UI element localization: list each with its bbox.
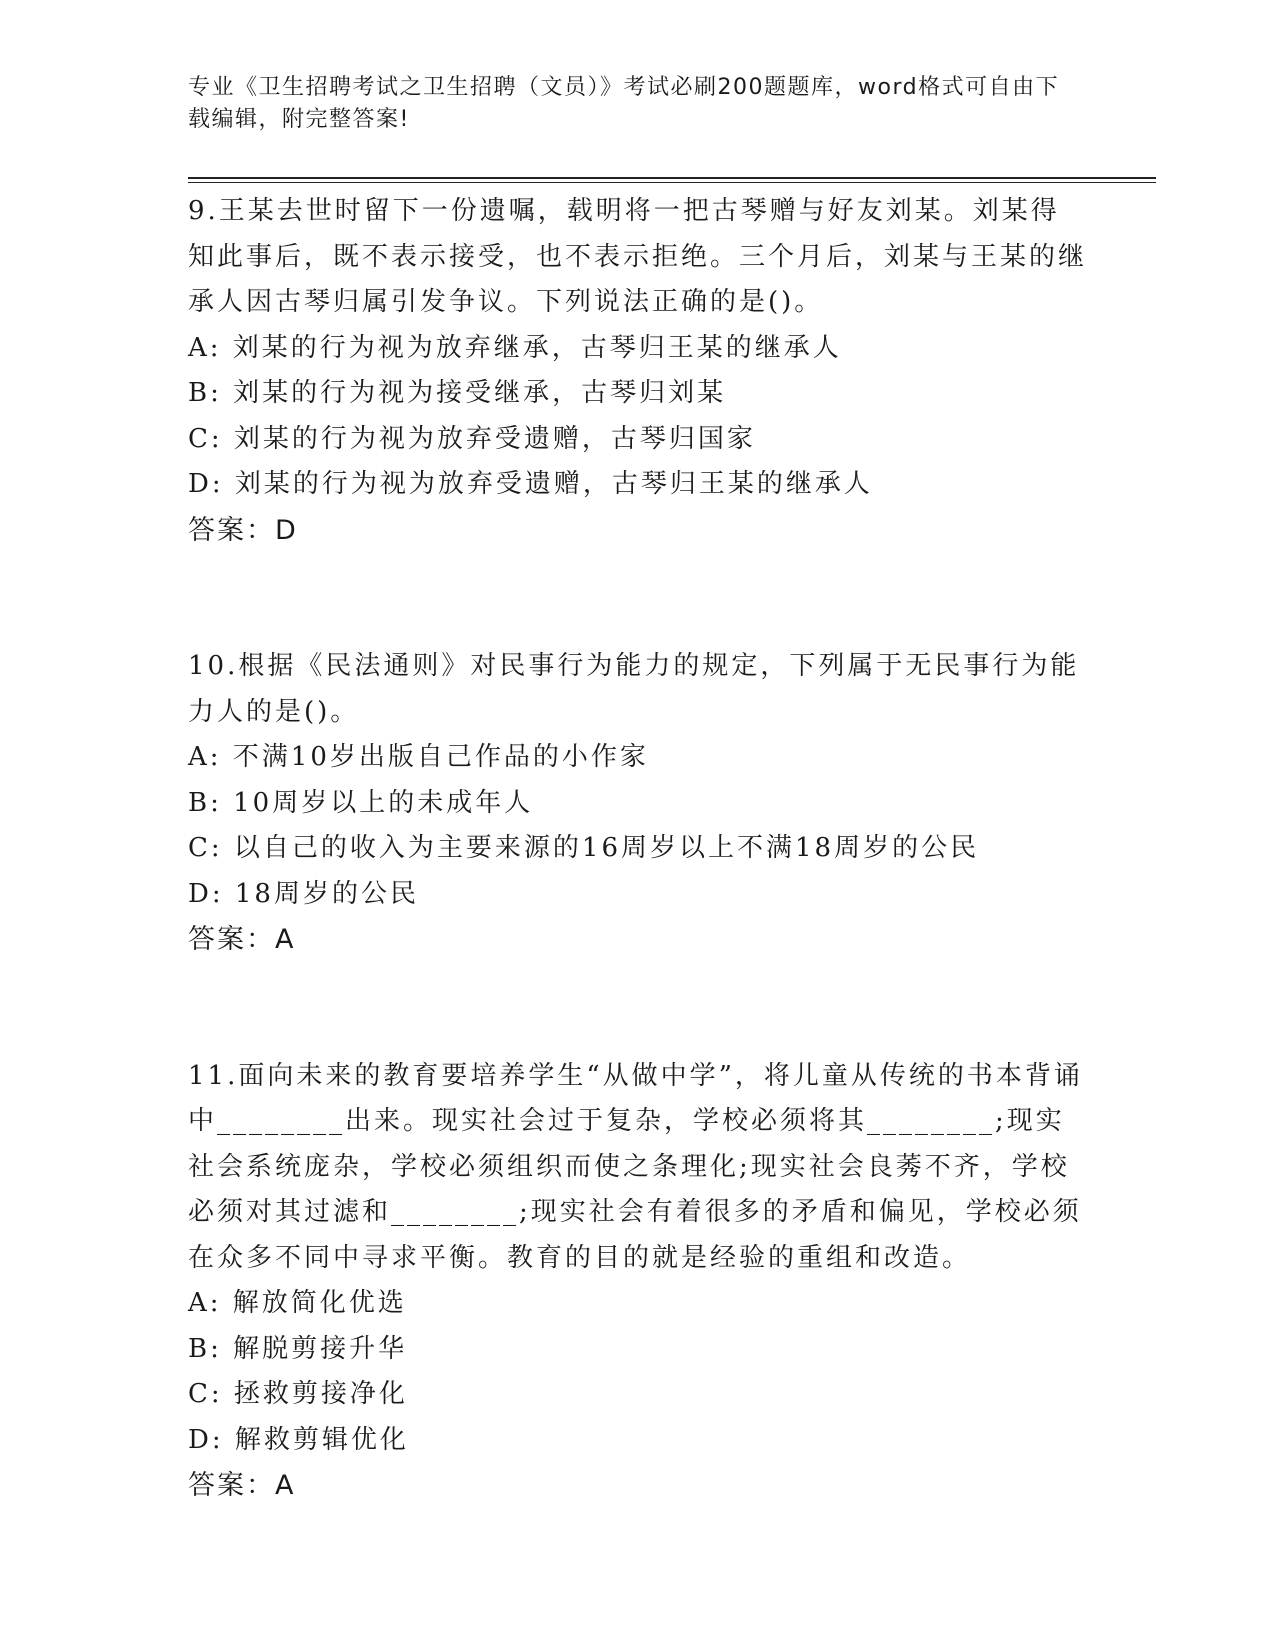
question-11 bbox=[188, 1054, 1088, 1509]
option-c: C: 以自己的收入为主要来源的16周岁以上不满18周岁的公民 bbox=[188, 833, 980, 863]
question-stem: 9.王某去世时留下一份遗嘱，载明将一把古琴赠与好友刘某。刘某得知此事后，既不表示接受，也不表示拒绝。三个月后，刘某与王某的继承人因古琴归属引发争议。下列说法正确的是()。 bbox=[188, 196, 1088, 317]
question-spacer bbox=[188, 553, 1088, 644]
question-spacer bbox=[188, 963, 1088, 1054]
question-list bbox=[188, 189, 1088, 1509]
option-b: B: 解脱剪接升华 bbox=[188, 1333, 408, 1364]
option-c: C: 拯救剪接净化 bbox=[188, 1379, 408, 1409]
option-d: D: 刘某的行为视为放弃受遗赠，古琴归王某的继承人 bbox=[188, 469, 873, 499]
option-b: B: 10周岁以上的未成年人 bbox=[188, 787, 534, 818]
option-c: C: 刘某的行为视为放弃受遗赠，古琴归国家 bbox=[188, 423, 756, 454]
option-a: A: 不满10岁出版自己作品的小作家 bbox=[188, 742, 649, 772]
document-header: 专业《卫生招聘考试之卫生招聘（文员）》考试必刷200题题库，word格式可自由下载编辑，附完整答案! bbox=[188, 75, 1060, 132]
option-b: B: 刘某的行为视为接受继承，古琴归刘某 bbox=[188, 378, 727, 408]
question-9 bbox=[188, 189, 1088, 553]
question-stem: 10.根据《民法通则》对民事行为能力的规定，下列属于无民事行为能力人的是()。 bbox=[188, 651, 1080, 727]
header-rule-thick bbox=[188, 177, 1156, 179]
header-rule-thin bbox=[188, 182, 1156, 183]
option-a: A: 解放简化优选 bbox=[188, 1288, 407, 1318]
answer-line: 答案：A bbox=[188, 924, 296, 955]
question-10 bbox=[188, 644, 1088, 963]
option-a: A: 刘某的行为视为放弃继承，古琴归王某的继承人 bbox=[188, 332, 842, 363]
question-stem: 11.面向未来的教育要培养学生“从做中学”，将儿童从传统的书本背诵中________出来。现实社会过于复杂，学校必须将其________;现实社会系统庞杂，学校必须组织而使之条理化;现实社会良莠不齐，学校必须对其过滤和________;现实社会有着很多的矛盾和偏见，学校必须在众多不同中寻求平衡。教育的目的就是经验的重组和改造。 bbox=[188, 1060, 1083, 1273]
answer-line: 答案：D bbox=[188, 514, 298, 546]
option-d: D: 18周岁的公民 bbox=[188, 878, 419, 909]
answer-line: 答案：A bbox=[188, 1470, 296, 1501]
option-d: D: 解救剪辑优化 bbox=[188, 1424, 409, 1455]
